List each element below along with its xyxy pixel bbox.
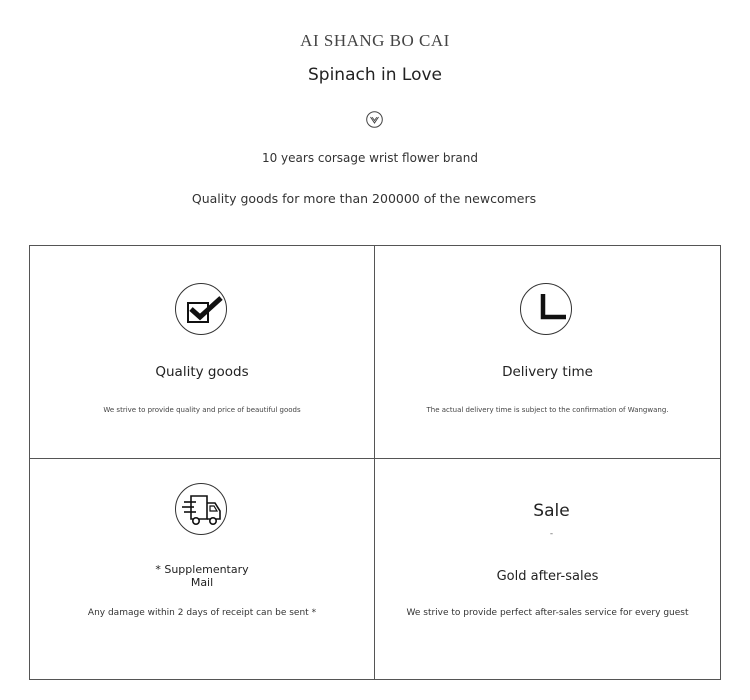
feature-title-line2: Mail — [190, 576, 214, 589]
tagline-quality: Quality goods for more than 200000 of the newcomers — [191, 191, 537, 206]
clock-icon — [520, 283, 572, 335]
feature-description: Any damage within 2 days of receipt can be sent * — [87, 608, 317, 618]
brand-name: AI SHANG BO CAI — [300, 31, 450, 50]
tagline-brand: 10 years corsage wrist flower brand — [261, 151, 479, 165]
feature-description: We strive to provide perfect after-sales service for every guest — [406, 608, 689, 618]
chevron-circle-icon — [366, 111, 383, 128]
feature-title: Gold after-sales — [496, 569, 599, 584]
feature-delivery — [375, 246, 720, 458]
feature-description: We strive to provide quality and price of beautiful goods — [103, 406, 301, 414]
sale-heading: Sale — [533, 501, 570, 521]
feature-supplementary-mail — [30, 459, 374, 679]
checkbox-check-icon — [175, 283, 227, 335]
feature-title: Delivery time — [502, 364, 593, 380]
feature-description: The actual delivery time is subject to the confirmation of Wangwang. — [426, 406, 669, 414]
feature-title: Quality goods — [155, 364, 249, 380]
feature-after-sales — [375, 459, 720, 679]
feature-quality — [30, 246, 374, 458]
delivery-truck-icon — [175, 483, 227, 535]
page-title: Spinach in Love — [307, 65, 443, 85]
features-grid — [29, 245, 721, 680]
sale-dash: - — [549, 529, 554, 539]
feature-title-line1: * Supplementary — [155, 563, 249, 576]
